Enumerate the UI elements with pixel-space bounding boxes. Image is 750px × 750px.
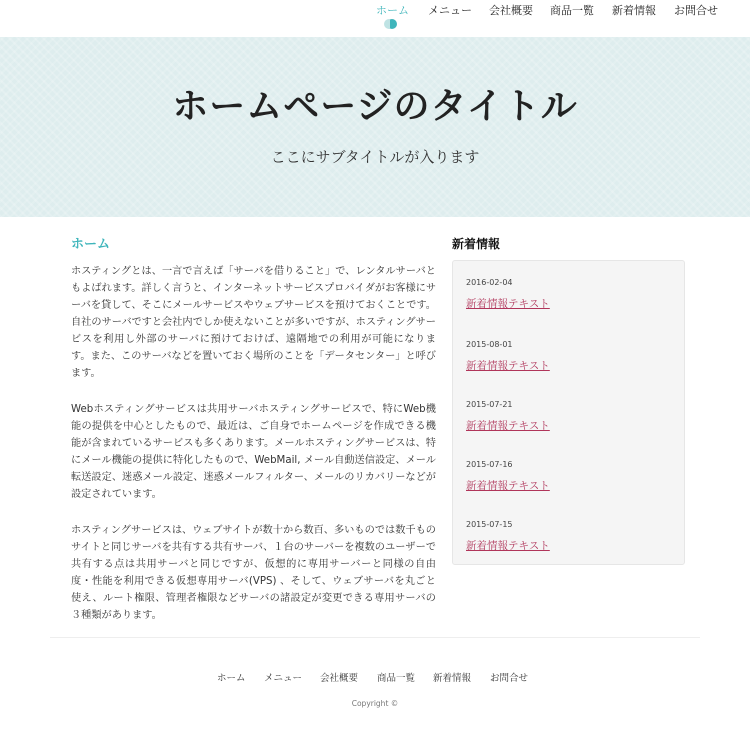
news-date: 2015-07-16 — [466, 460, 513, 469]
copyright-text: Copyright © — [351, 699, 399, 708]
news-link[interactable]: 新着情報テキスト — [466, 480, 550, 492]
main-paragraph-3: ホスティングサービスは、ウェブサイトが数十から数百、多いものでは数千ものサイトと同じサーバを共有する共有サーバ、１台のサーバーを複数のユーザーで共有する点は共用サーバと同じですが、仮想的に専用サーバーと同様の自由度・性能を利用できる仮想専用サーバ(VPS) 、そして、ウェブサーバを丸ごと使え、ルート権限、管理者権限などサーバの諸設定が変更できる専用サーバの３種類があります。 — [71, 525, 436, 621]
site-subtitle: ここにサブタイトルが入ります — [270, 148, 480, 166]
main-content — [71, 236, 436, 643]
sidebar-heading: 新着情報 — [452, 237, 501, 251]
news-date: 2016-02-04 — [466, 278, 513, 287]
nav-item-news[interactable]: 新着情報 — [612, 4, 656, 17]
sidebar — [452, 236, 685, 552]
news-link[interactable]: 新着情報テキスト — [466, 420, 550, 432]
footer-nav-products[interactable]: 商品一覧 — [377, 673, 416, 684]
footer-nav-company[interactable]: 会社概要 — [320, 673, 359, 684]
footer-nav-menu[interactable]: メニュー — [264, 673, 303, 684]
active-nav-indicator-icon — [387, 19, 397, 29]
main-paragraph-1: ホスティングとは、一言で言えば「サーバを借りること」で、レンタルサーバともよばれます。詳しく言うと、インターネットサービスプロバイダがお客様にサーバを貸して、そこにメールサービスやウェブサービスを預けておくことです。自社のサーバですと会社内でしか使えないことが多いですが、ホスティングサービスを利用し外部のサーバに預けておけば、遠隔地での利用が可能になります。また、このサーバなどを置いておく場所のことを「データセンター」と呼びます。 — [71, 266, 437, 379]
top-navigation — [0, 0, 750, 36]
news-item — [466, 277, 666, 311]
news-date: 2015-07-15 — [466, 520, 513, 529]
footer-divider — [50, 637, 700, 638]
news-date: 2015-08-01 — [466, 340, 513, 349]
footer-nav-contact[interactable]: お問合せ — [490, 673, 529, 684]
hero-banner — [0, 37, 750, 217]
nav-item-products[interactable]: 商品一覧 — [550, 4, 594, 17]
footer-nav-news[interactable]: 新着情報 — [433, 673, 472, 684]
news-item — [466, 519, 666, 553]
footer-nav-home[interactable]: ホーム — [217, 673, 246, 684]
site-title: ホームページのタイトル — [172, 86, 578, 127]
news-link[interactable]: 新着情報テキスト — [466, 540, 550, 552]
news-list — [452, 260, 685, 565]
news-date: 2015-07-21 — [466, 400, 513, 409]
nav-item-company[interactable]: 会社概要 — [489, 4, 533, 17]
news-link[interactable]: 新着情報テキスト — [466, 360, 550, 372]
nav-item-menu[interactable]: メニュー — [428, 4, 472, 17]
main-paragraph-2: Webホスティングサービスは共用サーバホスティングサービスで、特にWeb機能の提供を中心としたもので、最近は、ご自身でホームページを作成できる機能が含まれているサービスも多くあります。メールホスティングサービスは、特にメール機能の提供に特化したもので、WebMail, メール自動送信設定、メール転送設定、迷惑メール設定、迷惑メールフィルター、メールのリカバリーなどが設定されています。 — [71, 404, 436, 500]
news-item — [466, 459, 666, 493]
news-item — [466, 399, 666, 433]
news-link[interactable]: 新着情報テキスト — [466, 298, 550, 310]
main-heading: ホーム — [71, 237, 111, 252]
nav-item-home[interactable]: ホーム — [376, 4, 409, 17]
nav-item-contact[interactable]: お問合せ — [674, 4, 718, 17]
news-item — [466, 339, 666, 373]
